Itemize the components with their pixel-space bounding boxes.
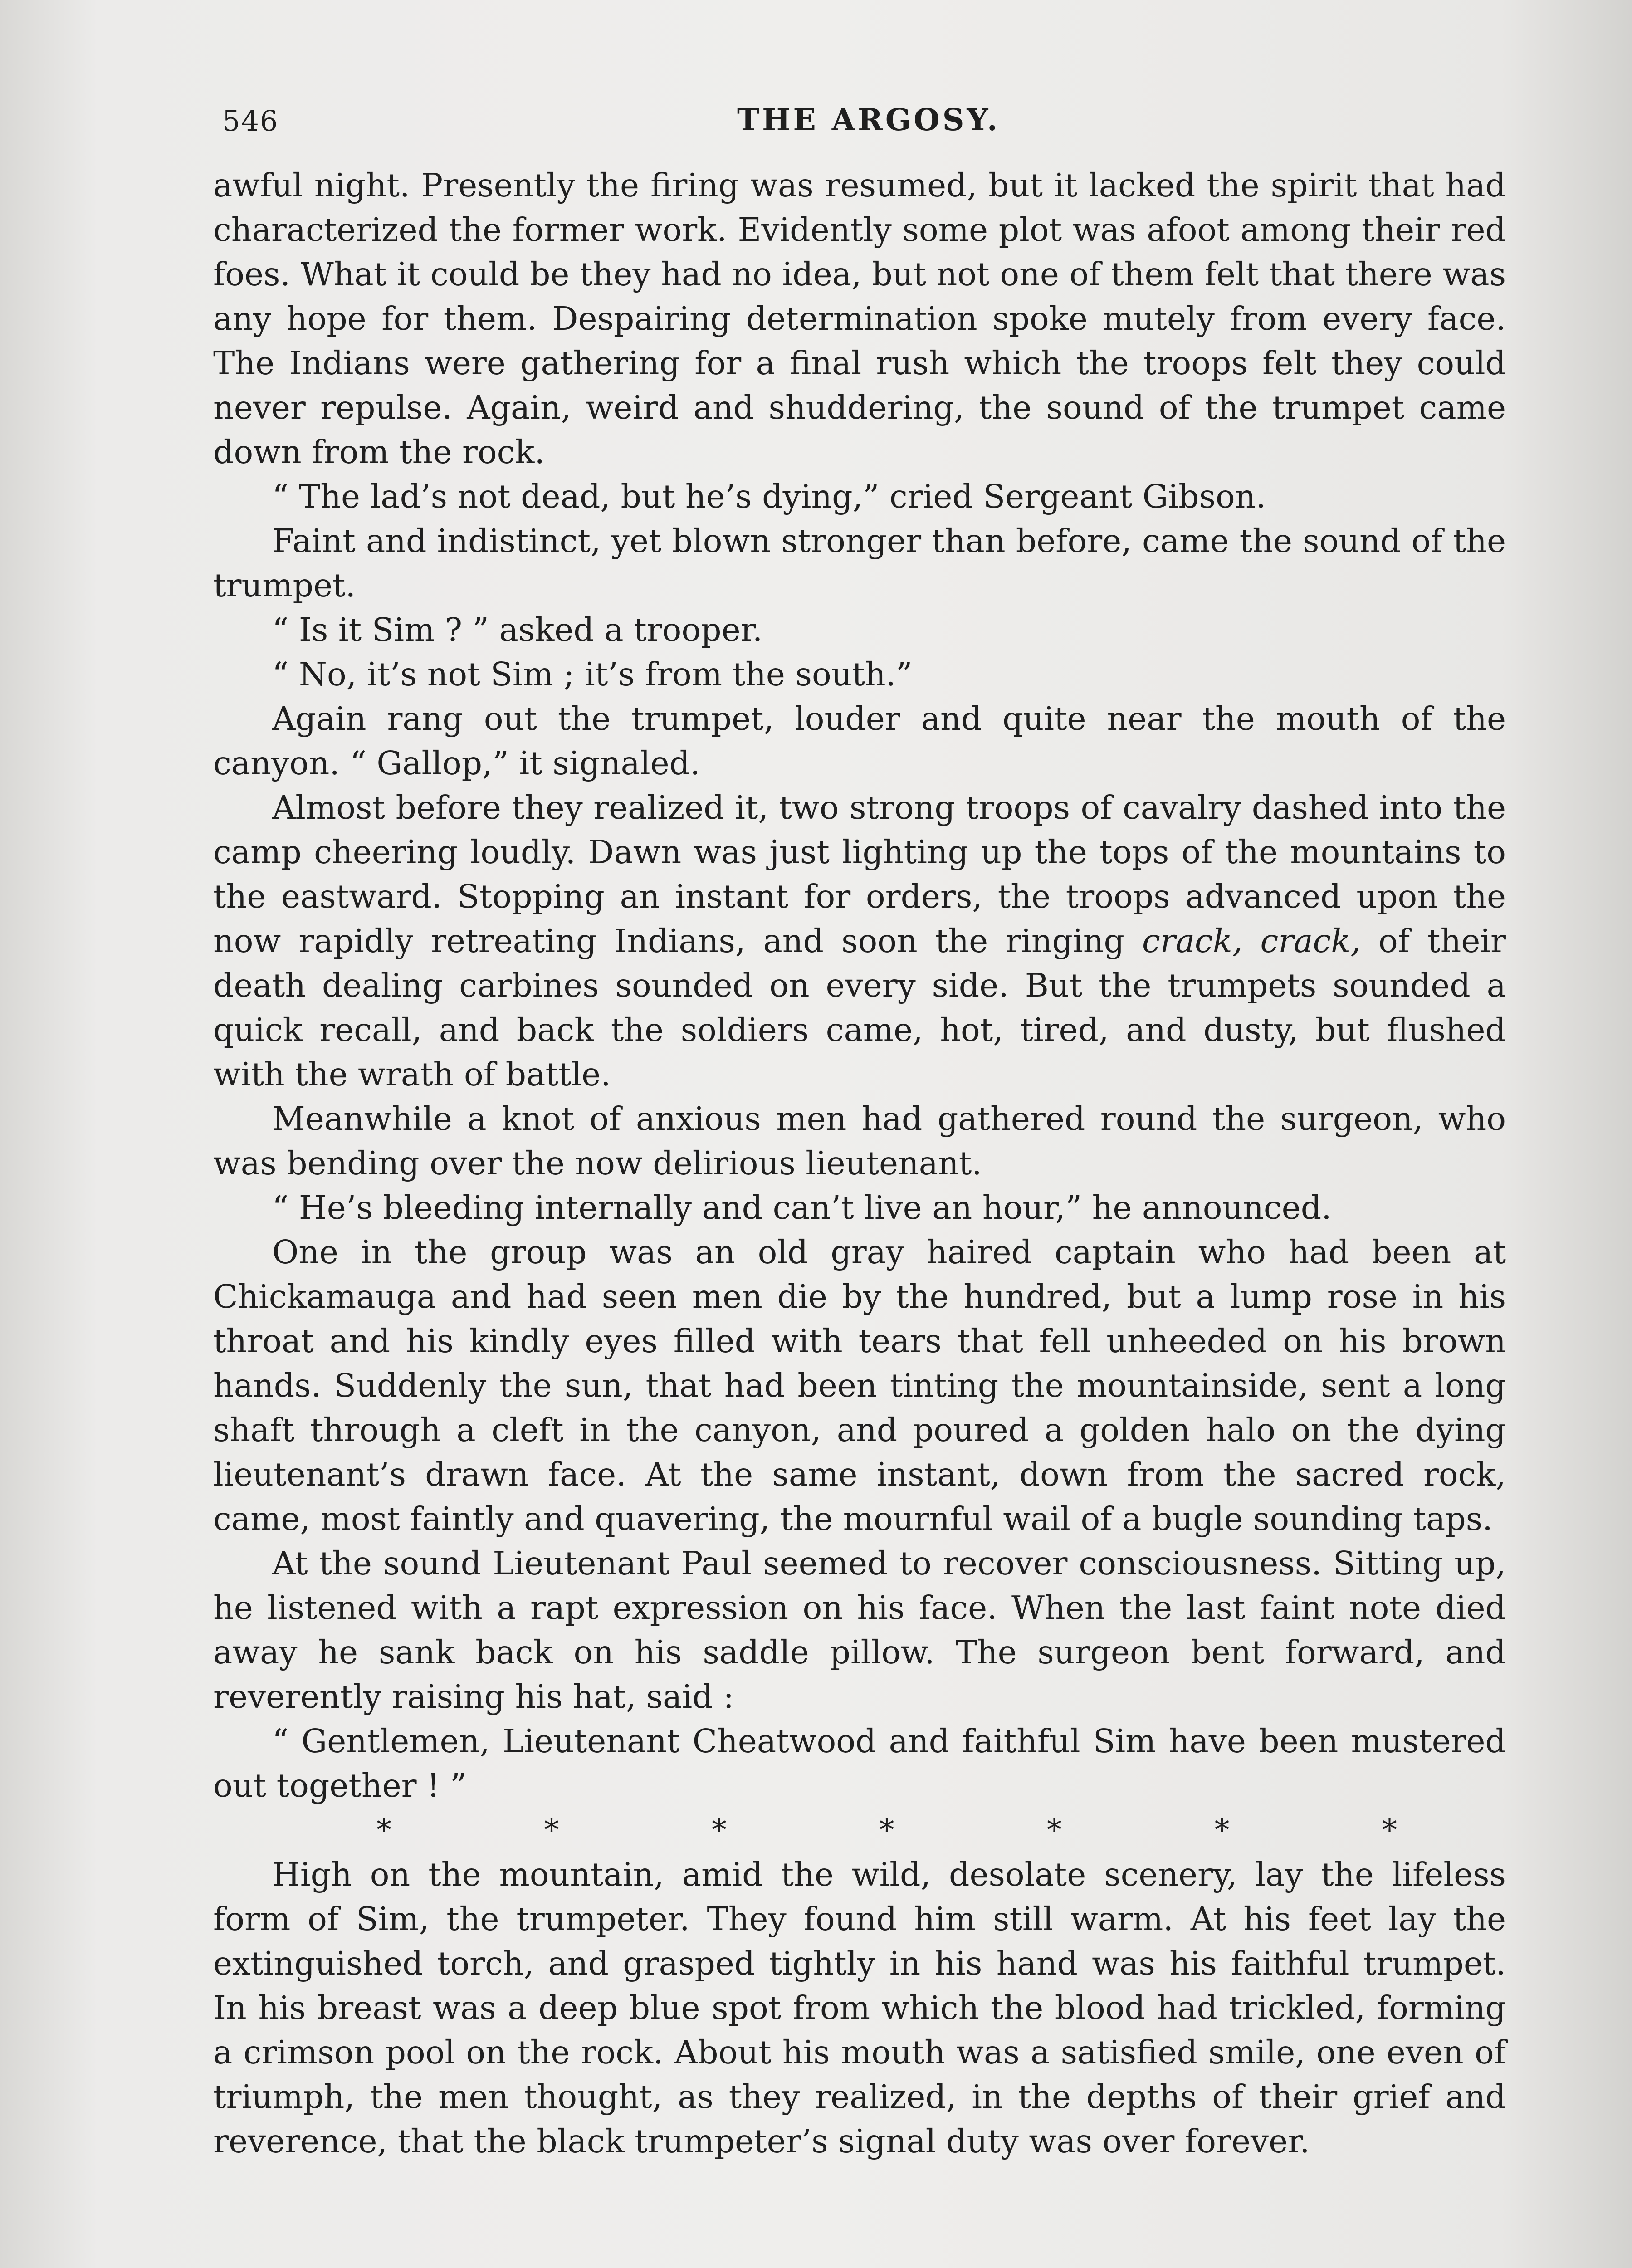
paragraph: “ Is it Sim ? ” asked a trooper. — [272, 611, 763, 649]
story-text — [213, 163, 1506, 2164]
paragraph: One in the group was an old gray haired captain who had been at Chickamauga and had seen men die by the hundred, but a lump rose in his throat and his kindly eyes filled with tears that fell unheeded on his brown hands. Suddenly the sun, that had been tinting the mountainside, sent a long shaft through a cleft in the canyon, and poured a golden halo on the dying lieutenant’s drawn face. At the same instant, down from the sacred rock, came, most faintly and quavering, the mournful wail of a bugle sounding taps. — [213, 1233, 1506, 1538]
paragraph: High on the mountain, amid the wild, desolate scenery, lay the lifeless form of Sim, the trumpeter. They found him still warm. At his feet lay the extinguished torch, and grasped tightly in his hand was his faithful trumpet. In his breast was a deep blue spot from which the blood had trickled, forming a crimson pool on the rock. About his mouth was a satisfied smile, one even of triumph, the men thought, as they realized, in the depths of their grief and reverence, that the black trumpeter’s signal duty was over forever. — [213, 1856, 1506, 2160]
paragraph — [213, 786, 1506, 1097]
asterisk: * — [1047, 1813, 1062, 1848]
paragraph: At the sound Lieutenant Paul seemed to recover consciousness. Sitting up, he listened with a rapt expression on his face. When the last faint note died away he sank back on his saddle pillow. The surgeon bent forward, and reverently raising his hat, said : — [213, 1545, 1506, 1716]
paragraph: Faint and indistinct, yet blown stronger than before, came the sound of the trumpet. — [213, 522, 1506, 604]
paragraph: Again rang out the trumpet, louder and quite near the mouth of the canyon. “ Gallop,” it signaled. — [213, 700, 1506, 782]
asterisk: * — [544, 1813, 559, 1848]
asterisk: * — [1382, 1813, 1397, 1848]
paragraph-text: of their death dealing carbines sounded on every side. But the trumpets sounded a quick recall, and back the soldiers came, hot, tired, and dusty, but flushed with the wrath of battle. — [213, 922, 1506, 1093]
page-header — [222, 95, 1515, 150]
page-number: 546 — [222, 104, 279, 137]
paragraph: “ The lad’s not dead, but he’s dying,” cried Sergeant Gibson. — [272, 478, 1266, 515]
paragraph: Meanwhile a knot of anxious men had gathered round the surgeon, who was bending over the now delirious lieutenant. — [213, 1100, 1506, 1182]
asterisk: * — [879, 1813, 894, 1848]
running-title: THE ARGOSY. — [737, 102, 1000, 137]
emphasis-text: crack, crack, — [1142, 922, 1361, 960]
section-break — [213, 1808, 1506, 1853]
asterisk: * — [376, 1813, 391, 1848]
paragraph-text: Almost before they realized it, two strong troops of cavalry dashed into the camp cheering loudly. Dawn was just lighting up the tops of the mountains to the eastward. Stopping an instant for orders, the troops advanced upon the now rapidly retreating Indians, and soon the ringing — [213, 789, 1506, 960]
asterisk: * — [712, 1813, 727, 1848]
paragraph: awful night. Presently the firing was resumed, but it lacked the spirit that had characterized the former work. Evidently some plot was afoot among their red foes. What it could be they had no idea, but not one of them felt that there was any hope for them. Despairing determination spoke mutely from every face. The Indians were gathering for a final rush which the troops felt they could never repulse. Again, weird and shuddering, the sound of the trumpet came down from the rock. — [213, 166, 1506, 471]
paragraph: “ Gentlemen, Lieutenant Cheatwood and faithful Sim have been mustered out together ! ” — [213, 1722, 1506, 1804]
asterisk: * — [1214, 1813, 1230, 1848]
paragraph: “ No, it’s not Sim ; it’s from the south.” — [272, 655, 913, 693]
paragraph: “ He’s bleeding internally and can’t live an hour,” he announced. — [272, 1189, 1332, 1227]
